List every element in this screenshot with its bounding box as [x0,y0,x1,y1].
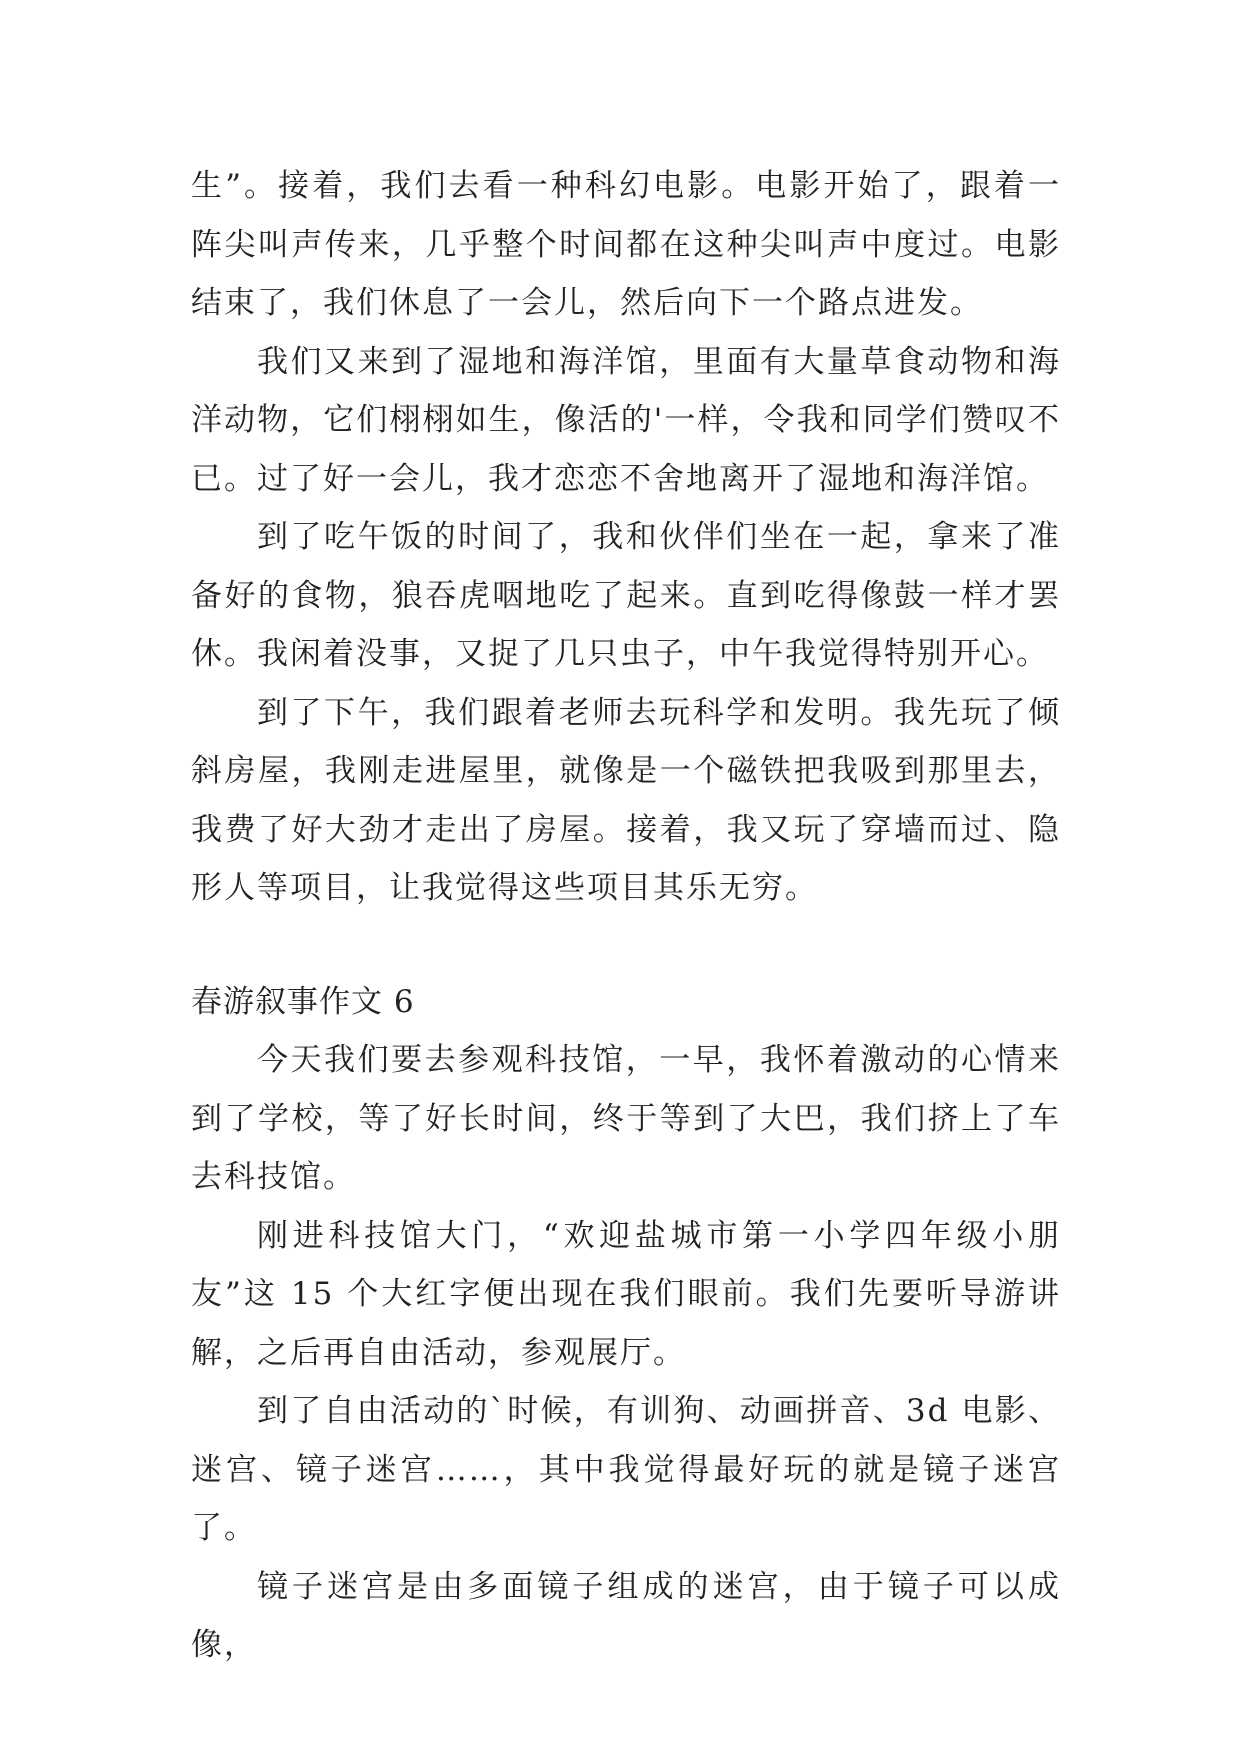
paragraph: 到了吃午饭的时间了，我和伙伴们坐在一起，拿来了准备好的食物，狼吞虎咽地吃了起来。直到吃得像鼓一样才罢休。我闲着没事，又捉了几只虫子，中午我觉得特别开心。 [191,519,1061,672]
paragraph: 我们又来到了湿地和海洋馆，里面有大量草食动物和海洋动物，它们栩栩如生，像活的'一样，令我和同学们赞叹不已。过了好一会儿，我才恋恋不舍地离开了湿地和海洋馆。 [191,343,1061,497]
document-body [191,157,1061,1675]
paragraph: 今天我们要去参观科技馆，一早，我怀着激动的心情来到了学校，等了好长时间，终于等到了大巴，我们挤上了车去科技馆。 [191,1042,1061,1195]
paragraph: 生”。接着，我们去看一种科幻电影。电影开始了，跟着一阵尖叫声传来，几乎整个时间都在这种尖叫声中度过。电影结束了，我们休息了一会儿，然后向下一个路点进发。 [191,168,1061,321]
paragraph: 到了自由活动的`时候，有训狗、动画拼音、3d 电影、迷宫、镜子迷宫……，其中我觉得最好玩的就是镜子迷宫了。 [191,1393,1061,1546]
section-heading: 春游叙事作文 6 [191,983,415,1020]
paragraph: 到了下午，我们跟着老师去玩科学和发明。我先玩了倾斜房屋，我刚走进屋里，就像是一个磁铁把我吸到那里去，我费了好大劲才走出了房屋。接着，我又玩了穿墙而过、隐形人等项目，让我觉得这些项目其乐无穷。 [191,694,1061,906]
paragraph: 镜子迷宫是由多面镜子组成的迷宫，由于镜子可以成像， [191,1568,1061,1663]
paragraph: 刚进科技馆大门，“欢迎盐城市第一小学四年级小朋友”这 15 个大红字便出现在我们眼前。我们先要听导游讲解，之后再自由活动，参观展厅。 [191,1217,1061,1371]
